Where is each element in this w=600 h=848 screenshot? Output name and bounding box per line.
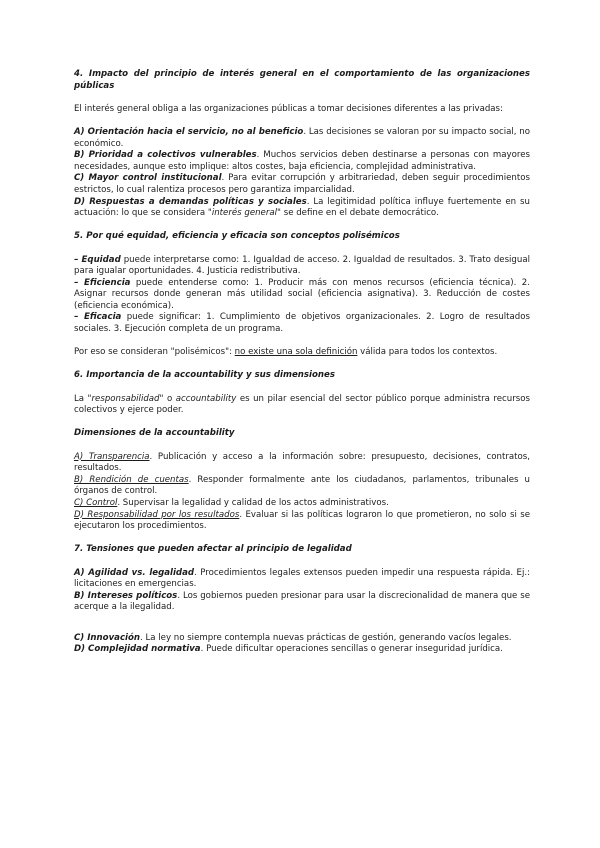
item-text: . Puede dificultar operaciones sencillas o generar inseguridad jurídica. bbox=[200, 644, 503, 655]
dimensions-heading: Dimensiones de la accountability bbox=[74, 428, 235, 439]
item-label: B) Intereses políticos bbox=[74, 590, 178, 601]
item-text: . Para evitar corrupción y arbitrariedad, deben seguir procedimientos estrictos, lo cual ralentiza procesos pero garantiza imparcialidad. bbox=[74, 173, 530, 195]
item-text: puede interpretarse como: 1. Igualdad de acceso. 2. Igualdad de resultados. 3. Trato desigual para igualar oportunidades. 4. Justicia redistributiva. bbox=[74, 254, 530, 277]
item-text: . Muchos servicios deben destinarse a personas con mayores necesidades, aunque esto implique: altos costes, baja eficiencia, complejidad administrativa. bbox=[74, 150, 530, 172]
section-6-item-a bbox=[74, 452, 530, 475]
section-4-item-a bbox=[74, 127, 530, 150]
section-5-equidad bbox=[74, 255, 530, 278]
item-label: D) Respuestas a demandas políticas y sociales bbox=[74, 196, 307, 207]
item-text: Por eso se consideran "polisémicos": bbox=[74, 347, 235, 358]
section-7-item-d bbox=[74, 644, 530, 656]
item-label: A) Orientación hacia el servicio, no al beneficio bbox=[74, 126, 304, 137]
item-text: . Las decisiones se valoran por su impacto social, no económico. bbox=[74, 126, 530, 149]
item-dash: – bbox=[74, 254, 82, 265]
item-text: es un pilar esencial del sector público porque administra recursos colectivos y ejerce poder. bbox=[74, 393, 530, 416]
section-7-item-a bbox=[74, 568, 530, 591]
item-text: . La legitimidad política influye fuertemente en su actuación: lo que se considera " bbox=[74, 196, 530, 219]
section-5-eficacia bbox=[74, 312, 530, 335]
item-label: B) Rendición de cuentas bbox=[74, 474, 189, 485]
section-6-intro bbox=[74, 394, 530, 417]
item-label: Eficiencia bbox=[84, 277, 131, 288]
section-5-eficiencia bbox=[74, 278, 530, 313]
item-text: " se define en el debate democrático. bbox=[277, 208, 439, 219]
section-4-item-c bbox=[74, 173, 530, 196]
item-label: C) Control bbox=[74, 497, 118, 508]
item-label: D) Responsabilidad por los resultados bbox=[74, 509, 240, 520]
section-4-heading: 4. Impacto del principio de interés general en el comportamiento de las organizaciones públicas bbox=[74, 69, 530, 91]
item-text: . Los gobiernos pueden presionar para usar la discrecionalidad de manera que se acerque a la ilegalidad. bbox=[74, 590, 530, 613]
item-text: . Procedimientos legales extensos pueden impedir una respuesta rápida. Ej.: licitaciones en emergencias. bbox=[74, 567, 531, 590]
item-label: B) Prioridad a colectivos vulnerables bbox=[74, 150, 257, 161]
section-6-item-d bbox=[74, 510, 530, 533]
item-label: C) Innovación bbox=[74, 632, 141, 643]
item-text: " o bbox=[159, 393, 176, 404]
section-7-item-b bbox=[74, 591, 530, 614]
section-5-heading: 5. Por qué equidad, eficiencia y eficacia son conceptos polisémicos bbox=[74, 231, 400, 242]
item-text: válida para todos los contextos. bbox=[357, 347, 498, 358]
item-label: Eficacia bbox=[83, 312, 122, 323]
item-text: . Publicación y acceso a la información sobre: presupuesto, decisiones, contratos, resultados. bbox=[74, 451, 530, 474]
section-6-item-c bbox=[74, 498, 530, 510]
item-label: Equidad bbox=[81, 254, 121, 265]
item-text: . Evaluar si las políticas lograron lo que prometieron, no solo si se ejecutaron los procedimientos. bbox=[74, 509, 530, 532]
item-dash: – bbox=[74, 312, 84, 323]
underlined-text: no existe una sola definición bbox=[234, 347, 358, 358]
section-7-item-c bbox=[74, 633, 530, 645]
item-text: . La ley no siempre contempla nuevas prácticas de gestión, generando vacíos legales. bbox=[140, 632, 512, 643]
item-label: D) Complejidad normativa bbox=[74, 644, 201, 655]
item-label: C) Mayor control institucional bbox=[74, 173, 222, 184]
item-italic: interés general bbox=[211, 208, 278, 219]
item-label: A) Agilidad vs. legalidad bbox=[74, 567, 195, 578]
section-6-heading: 6. Importancia de la accountability y sus dimensiones bbox=[74, 370, 335, 381]
section-7-heading: 7. Tensiones que pueden afectar al principio de legalidad bbox=[74, 544, 352, 555]
section-4-item-d bbox=[74, 197, 530, 220]
item-dash: – bbox=[74, 277, 84, 288]
item-italic: accountability bbox=[175, 393, 237, 404]
section-6-item-b bbox=[74, 475, 530, 498]
item-label: A) Transparencia bbox=[74, 451, 150, 462]
item-text: . Responder formalmente ante los ciudadanos, parlamentos, tribunales u órganos de control. bbox=[74, 474, 530, 497]
item-text: puede entenderse como: 1. Producir más con menos recursos (eficiencia técnica). 2. Asignar recursos donde generan más utilidad social (eficiencia asignativa). 3. Reducción de costes (eficiencia económica). bbox=[74, 277, 530, 311]
section-4-item-b bbox=[74, 150, 530, 173]
section-4-intro: El interés general obliga a las organizaciones públicas a tomar decisiones diferentes a las privadas: bbox=[74, 103, 503, 114]
section-5-conclusion bbox=[74, 347, 530, 359]
item-text: . Supervisar la legalidad y calidad de los actos administrativos. bbox=[117, 497, 389, 508]
item-italic: responsabilidad bbox=[91, 393, 160, 404]
item-text: La " bbox=[74, 393, 92, 404]
item-text: puede significar: 1. Cumplimiento de objetivos organizacionales. 2. Logro de resultados sociales. 3. Ejecución completa de un programa. bbox=[74, 312, 530, 335]
